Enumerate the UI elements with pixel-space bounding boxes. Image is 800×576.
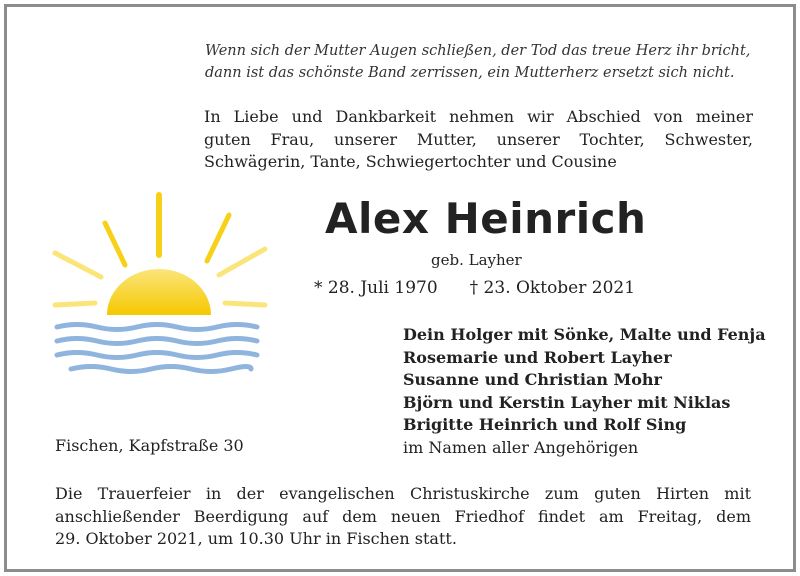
birth-name: geb. Layher	[431, 251, 522, 269]
water-waves	[57, 325, 257, 372]
address: Fischen, Kapfstraße 30	[55, 436, 244, 455]
service-line: Die Trauerfeier in der evangelischen Christuskirche zum guten Hirten mit	[55, 484, 751, 503]
mourner-line: Rosemarie und Robert Layher	[403, 347, 672, 367]
deceased-name: Alex Heinrich	[325, 194, 647, 243]
mourners-list	[403, 324, 766, 459]
mourner-line: Björn und Kerstin Layher mit Niklas	[403, 392, 731, 412]
birth-date: * 28. Juli 1970	[314, 278, 438, 298]
intro-line: Schwägerin, Tante, Schwiegertochter und Cousine	[204, 152, 617, 171]
mourner-line: Susanne und Christian Mohr	[403, 370, 662, 389]
service-line: 29. Oktober 2021, um 10.30 Uhr in Fischen statt.	[55, 529, 457, 548]
obituary-card	[4, 4, 796, 572]
life-dates	[314, 278, 635, 298]
sun-over-water-icon	[47, 189, 277, 379]
sun-disc	[107, 269, 211, 315]
mourner-line: Dein Holger mit Sönke, Malte und Fenja	[403, 325, 766, 344]
death-date: † 23. Oktober 2021	[469, 278, 636, 298]
service-notice	[55, 483, 751, 551]
service-line: anschließender Beerdigung auf dem neuen Friedhof findet am Freitag, dem	[55, 506, 751, 526]
intro-line: In Liebe und Dankbarkeit nehmen wir Abschied von meiner	[204, 107, 753, 126]
mourners-closing: im Namen aller Angehörigen	[403, 437, 639, 457]
intro-line: guten Frau, unserer Mutter, unserer Tochter, Schwester,	[204, 129, 753, 149]
intro-text	[204, 106, 753, 174]
poem-line: Wenn sich der Mutter Augen schließen, der Tod das treue Herz ihr bricht,	[205, 43, 751, 59]
mourner-line: Brigitte Heinrich und Rolf Sing	[403, 415, 687, 434]
poem-line: dann ist das schönste Band zerrissen, ein Mutterherz ersetzt sich nicht.	[205, 65, 735, 81]
poem	[205, 40, 765, 84]
